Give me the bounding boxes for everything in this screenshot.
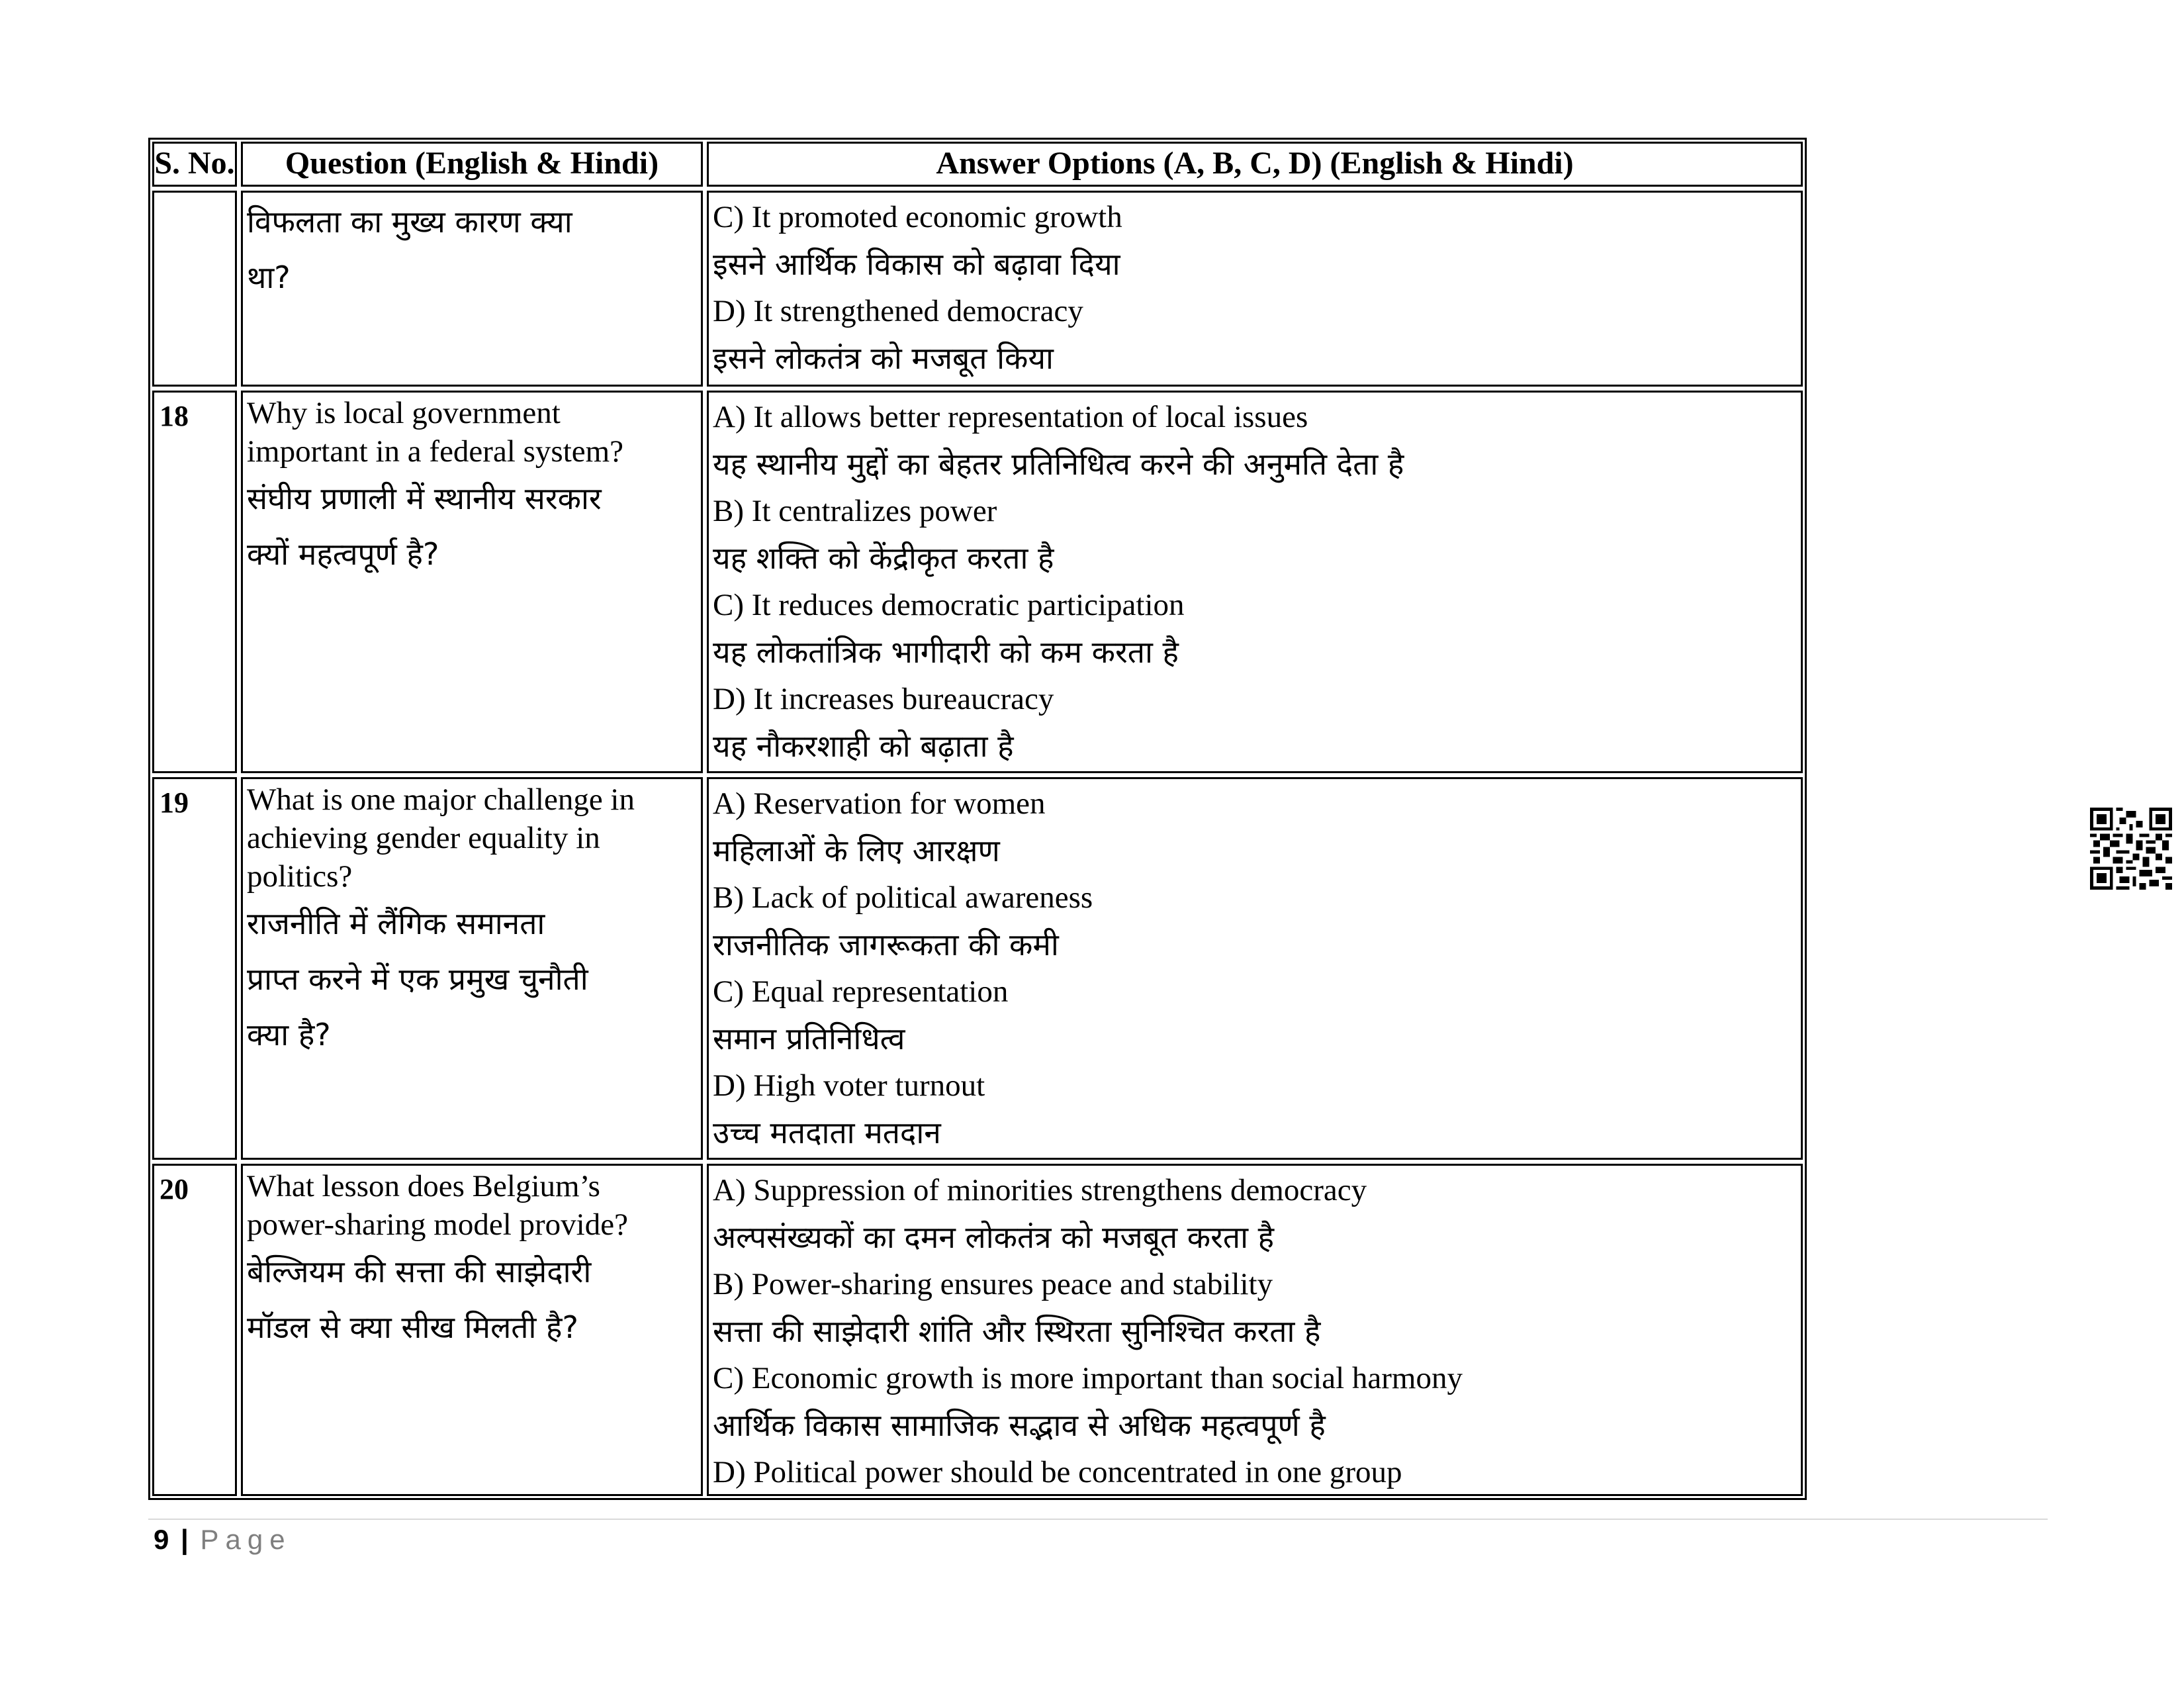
option-english: D) High voter turnout bbox=[713, 1068, 985, 1103]
option-english: D) It increases bureaucracy bbox=[713, 682, 1054, 716]
row-sno: 19 bbox=[152, 777, 237, 1160]
question-english-line: achieving gender equality in bbox=[247, 821, 600, 855]
option-hindi: महिलाओं के लिए आरक्षण bbox=[713, 833, 1000, 868]
footer-separator: | bbox=[181, 1524, 189, 1555]
option-english: B) Lack of political awareness bbox=[713, 880, 1093, 915]
answers-cell bbox=[707, 777, 1803, 1160]
option-english: A) Reservation for women bbox=[713, 786, 1046, 821]
question-hindi-line: विफलता का मुख्य कारण क्या bbox=[247, 204, 572, 240]
option-hindi: समान प्रतिनिधित्व bbox=[713, 1021, 905, 1056]
row-sno bbox=[152, 191, 237, 387]
answers-cell bbox=[707, 1164, 1803, 1496]
question-hindi-line: क्या है? bbox=[247, 1017, 331, 1053]
row-sno: 20 bbox=[152, 1164, 237, 1496]
option-hindi: इसने आर्थिक विकास को बढ़ावा दिया bbox=[713, 246, 1120, 282]
page-number: 9 bbox=[154, 1524, 169, 1555]
question-hindi-line: मॉडल से क्या सीख मिलती है? bbox=[247, 1309, 578, 1345]
question-cell bbox=[241, 391, 703, 773]
option-hindi: इसने लोकतंत्र को मजबूत किया bbox=[713, 340, 1054, 376]
header-question: Question (English & Hindi) bbox=[241, 142, 703, 187]
option-hindi: सत्ता की साझेदारी शांति और स्थिरता सुनिश्चित करता है bbox=[713, 1313, 1321, 1349]
option-hindi: यह नौकरशाही को बढ़ाता है bbox=[713, 728, 1014, 764]
option-hindi: यह शक्ति को केंद्रीकृत करता है bbox=[713, 540, 1054, 576]
option-english: A) It allows better representation of local issues bbox=[713, 400, 1308, 434]
question-english-line: Why is local government bbox=[247, 396, 561, 430]
option-english: C) Equal representation bbox=[713, 974, 1009, 1009]
option-hindi: आर्थिक विकास सामाजिक सद्भाव से अधिक महत्वपूर्ण है bbox=[713, 1407, 1326, 1443]
option-english: A) Suppression of minorities strengthens democracy bbox=[713, 1173, 1367, 1207]
question-hindi-line: क्यों महत्वपूर्ण है? bbox=[247, 536, 439, 572]
question-english-line: power-sharing model provide? bbox=[247, 1207, 628, 1242]
option-hindi: यह स्थानीय मुद्दों का बेहतर प्रतिनिधित्व करने की अनुमति देता है bbox=[713, 446, 1404, 482]
option-hindi: अल्पसंख्यकों का दमन लोकतंत्र को मजबूत करता है bbox=[713, 1219, 1275, 1255]
option-hindi: यह लोकतांत्रिक भागीदारी को कम करता है bbox=[713, 634, 1179, 670]
question-hindi-line: संघीय प्रणाली में स्थानीय सरकार bbox=[247, 481, 602, 516]
page-footer bbox=[154, 1524, 292, 1556]
option-english: B) It centralizes power bbox=[713, 494, 997, 528]
question-english-line: important in a federal system? bbox=[247, 434, 624, 469]
question-cell bbox=[241, 1164, 703, 1496]
question-hindi-line: प्राप्त करने में एक प्रमुख चुनौती bbox=[247, 961, 588, 997]
question-hindi-line: बेल्जियम की सत्ता की साझेदारी bbox=[247, 1254, 592, 1289]
question-english-line: politics? bbox=[247, 859, 353, 894]
header-sno: S. No. bbox=[152, 142, 237, 187]
question-cell bbox=[241, 777, 703, 1160]
question-english-line: What lesson does Belgium’s bbox=[247, 1169, 600, 1203]
header-answers: Answer Options (A, B, C, D) (English & Hindi) bbox=[707, 142, 1803, 187]
footer-divider bbox=[148, 1519, 2048, 1520]
question-cell bbox=[241, 191, 703, 387]
question-hindi-line: था? bbox=[247, 259, 291, 295]
option-hindi: राजनीतिक जागरूकता की कमी bbox=[713, 927, 1059, 962]
option-english: C) Economic growth is more important than social harmony bbox=[713, 1361, 1463, 1395]
option-english: C) It promoted economic growth bbox=[713, 200, 1122, 234]
option-hindi: उच्च मतदाता मतदान bbox=[713, 1115, 941, 1150]
option-english: D) It strengthened democracy bbox=[713, 294, 1083, 328]
answers-cell bbox=[707, 391, 1803, 773]
answers-cell bbox=[707, 191, 1803, 387]
row-sno: 18 bbox=[152, 391, 237, 773]
question-hindi-line: राजनीति में लैंगिक समानता bbox=[247, 906, 545, 941]
page-label: Page bbox=[200, 1524, 292, 1555]
option-english: B) Power-sharing ensures peace and stability bbox=[713, 1267, 1273, 1301]
question-english-line: What is one major challenge in bbox=[247, 782, 635, 817]
option-english: C) It reduces democratic participation bbox=[713, 588, 1185, 622]
option-english: D) Political power should be concentrated in one group bbox=[713, 1455, 1402, 1489]
qr-code-icon bbox=[2090, 808, 2172, 890]
